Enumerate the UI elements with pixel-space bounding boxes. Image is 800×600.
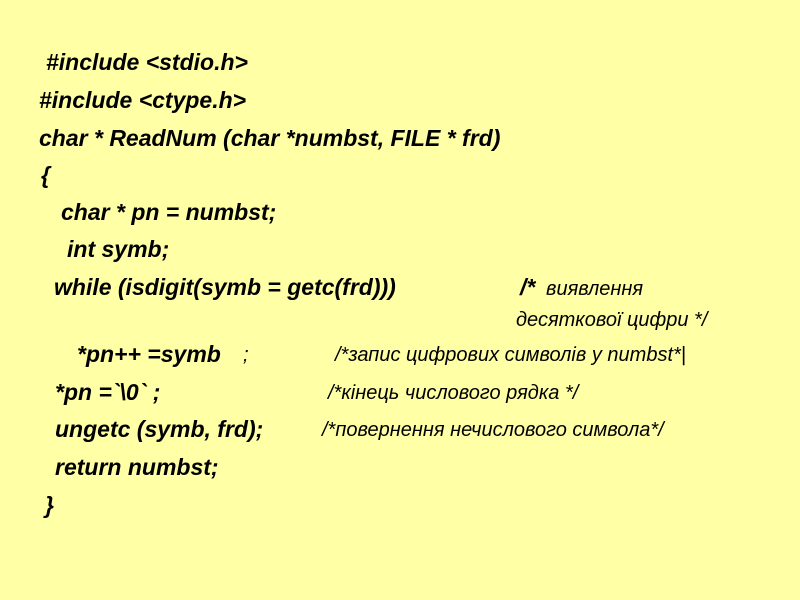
assign-pn-line: *pn++ =symb: [77, 341, 221, 367]
function-signature-line: char * ReadNum (char *numbst, FILE * frd): [39, 125, 501, 151]
while-comment-line1: виявлення: [546, 278, 644, 300]
declare-symb-line: int symb;: [67, 236, 170, 262]
ungetc-statement-line: ungetc (symb, frd);: [55, 416, 264, 442]
include-stdio-line: #include <stdio.h>: [46, 49, 248, 75]
return-statement-line: return numbst;: [55, 454, 219, 480]
while-statement-line: while (isdigit(symb = getc(frd))): [54, 274, 396, 300]
assign-pn-semicolon: ;: [243, 344, 249, 366]
while-comment-line2: десяткової цифри */: [516, 309, 708, 331]
terminate-comment: /*кінець числового рядка */: [328, 382, 579, 404]
include-ctype-line: #include <ctype.h>: [39, 87, 247, 113]
while-comment-start: /*: [520, 274, 536, 300]
open-brace: {: [41, 162, 50, 188]
declare-pn-line: char * pn = numbst;: [61, 199, 277, 225]
close-brace: }: [45, 492, 54, 518]
assign-comment: /*запис цифрових символів у numbst*|: [335, 344, 686, 366]
terminate-string-line: *pn =`\0` ;: [55, 379, 161, 405]
ungetc-comment: /*повернення нечислового символа*/: [322, 419, 664, 441]
